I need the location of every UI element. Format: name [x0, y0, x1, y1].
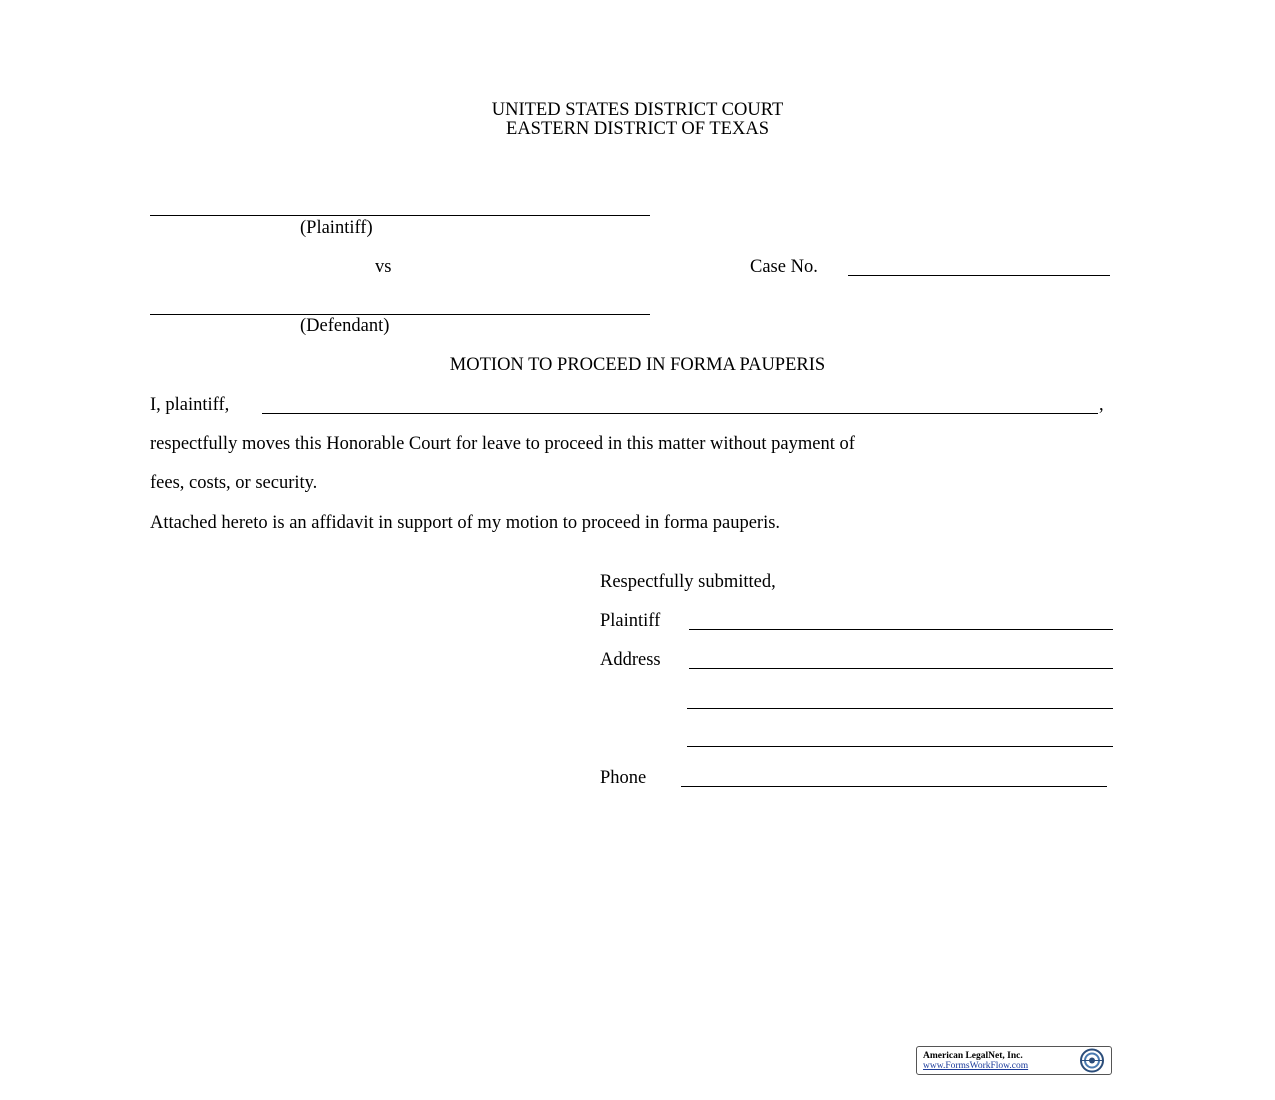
intro-comma: ,	[1099, 395, 1104, 415]
defendant-name-field[interactable]	[150, 314, 650, 315]
body-line-4: Attached hereto is an affidavit in support of my motion to proceed in forma pauperis.	[150, 513, 781, 533]
footer-url-link[interactable]: www.FormsWorkFlow.com	[923, 1061, 1029, 1071]
plaintiff-intro-field[interactable]	[262, 413, 1098, 414]
address-field-1[interactable]	[689, 668, 1113, 669]
address-label: Address	[600, 650, 661, 670]
plaintiff-name-field[interactable]	[150, 215, 650, 216]
body-line-2: respectfully moves this Honorable Court for leave to proceed in this matter without payment of	[150, 434, 855, 454]
footer-company: American LegalNet, Inc.	[923, 1051, 1023, 1061]
signature-plaintiff-field[interactable]	[689, 629, 1113, 630]
vs-label: vs	[375, 257, 392, 277]
court-district: EASTERN DISTRICT OF TEXAS	[506, 119, 769, 139]
body-line-3: fees, costs, or security.	[150, 473, 318, 493]
globe-logo-icon	[1075, 1048, 1109, 1073]
plaintiff-caption-label: (Plaintiff)	[300, 218, 373, 238]
phone-field[interactable]	[681, 786, 1107, 787]
court-name: UNITED STATES DISTRICT COURT	[491, 100, 784, 120]
defendant-caption-label: (Defendant)	[300, 316, 390, 336]
intro-text: I, plaintiff,	[150, 395, 230, 415]
case-no-field[interactable]	[848, 275, 1110, 276]
case-no-label: Case No.	[750, 257, 818, 277]
document-title: MOTION TO PROCEED IN FORMA PAUPERIS	[449, 355, 826, 375]
closing-text: Respectfully submitted,	[600, 572, 776, 592]
signature-plaintiff-label: Plaintiff	[600, 611, 661, 631]
address-field-2[interactable]	[687, 708, 1113, 709]
footer-badge[interactable]	[916, 1046, 1112, 1075]
phone-label: Phone	[600, 768, 647, 788]
address-field-3[interactable]	[687, 746, 1113, 747]
